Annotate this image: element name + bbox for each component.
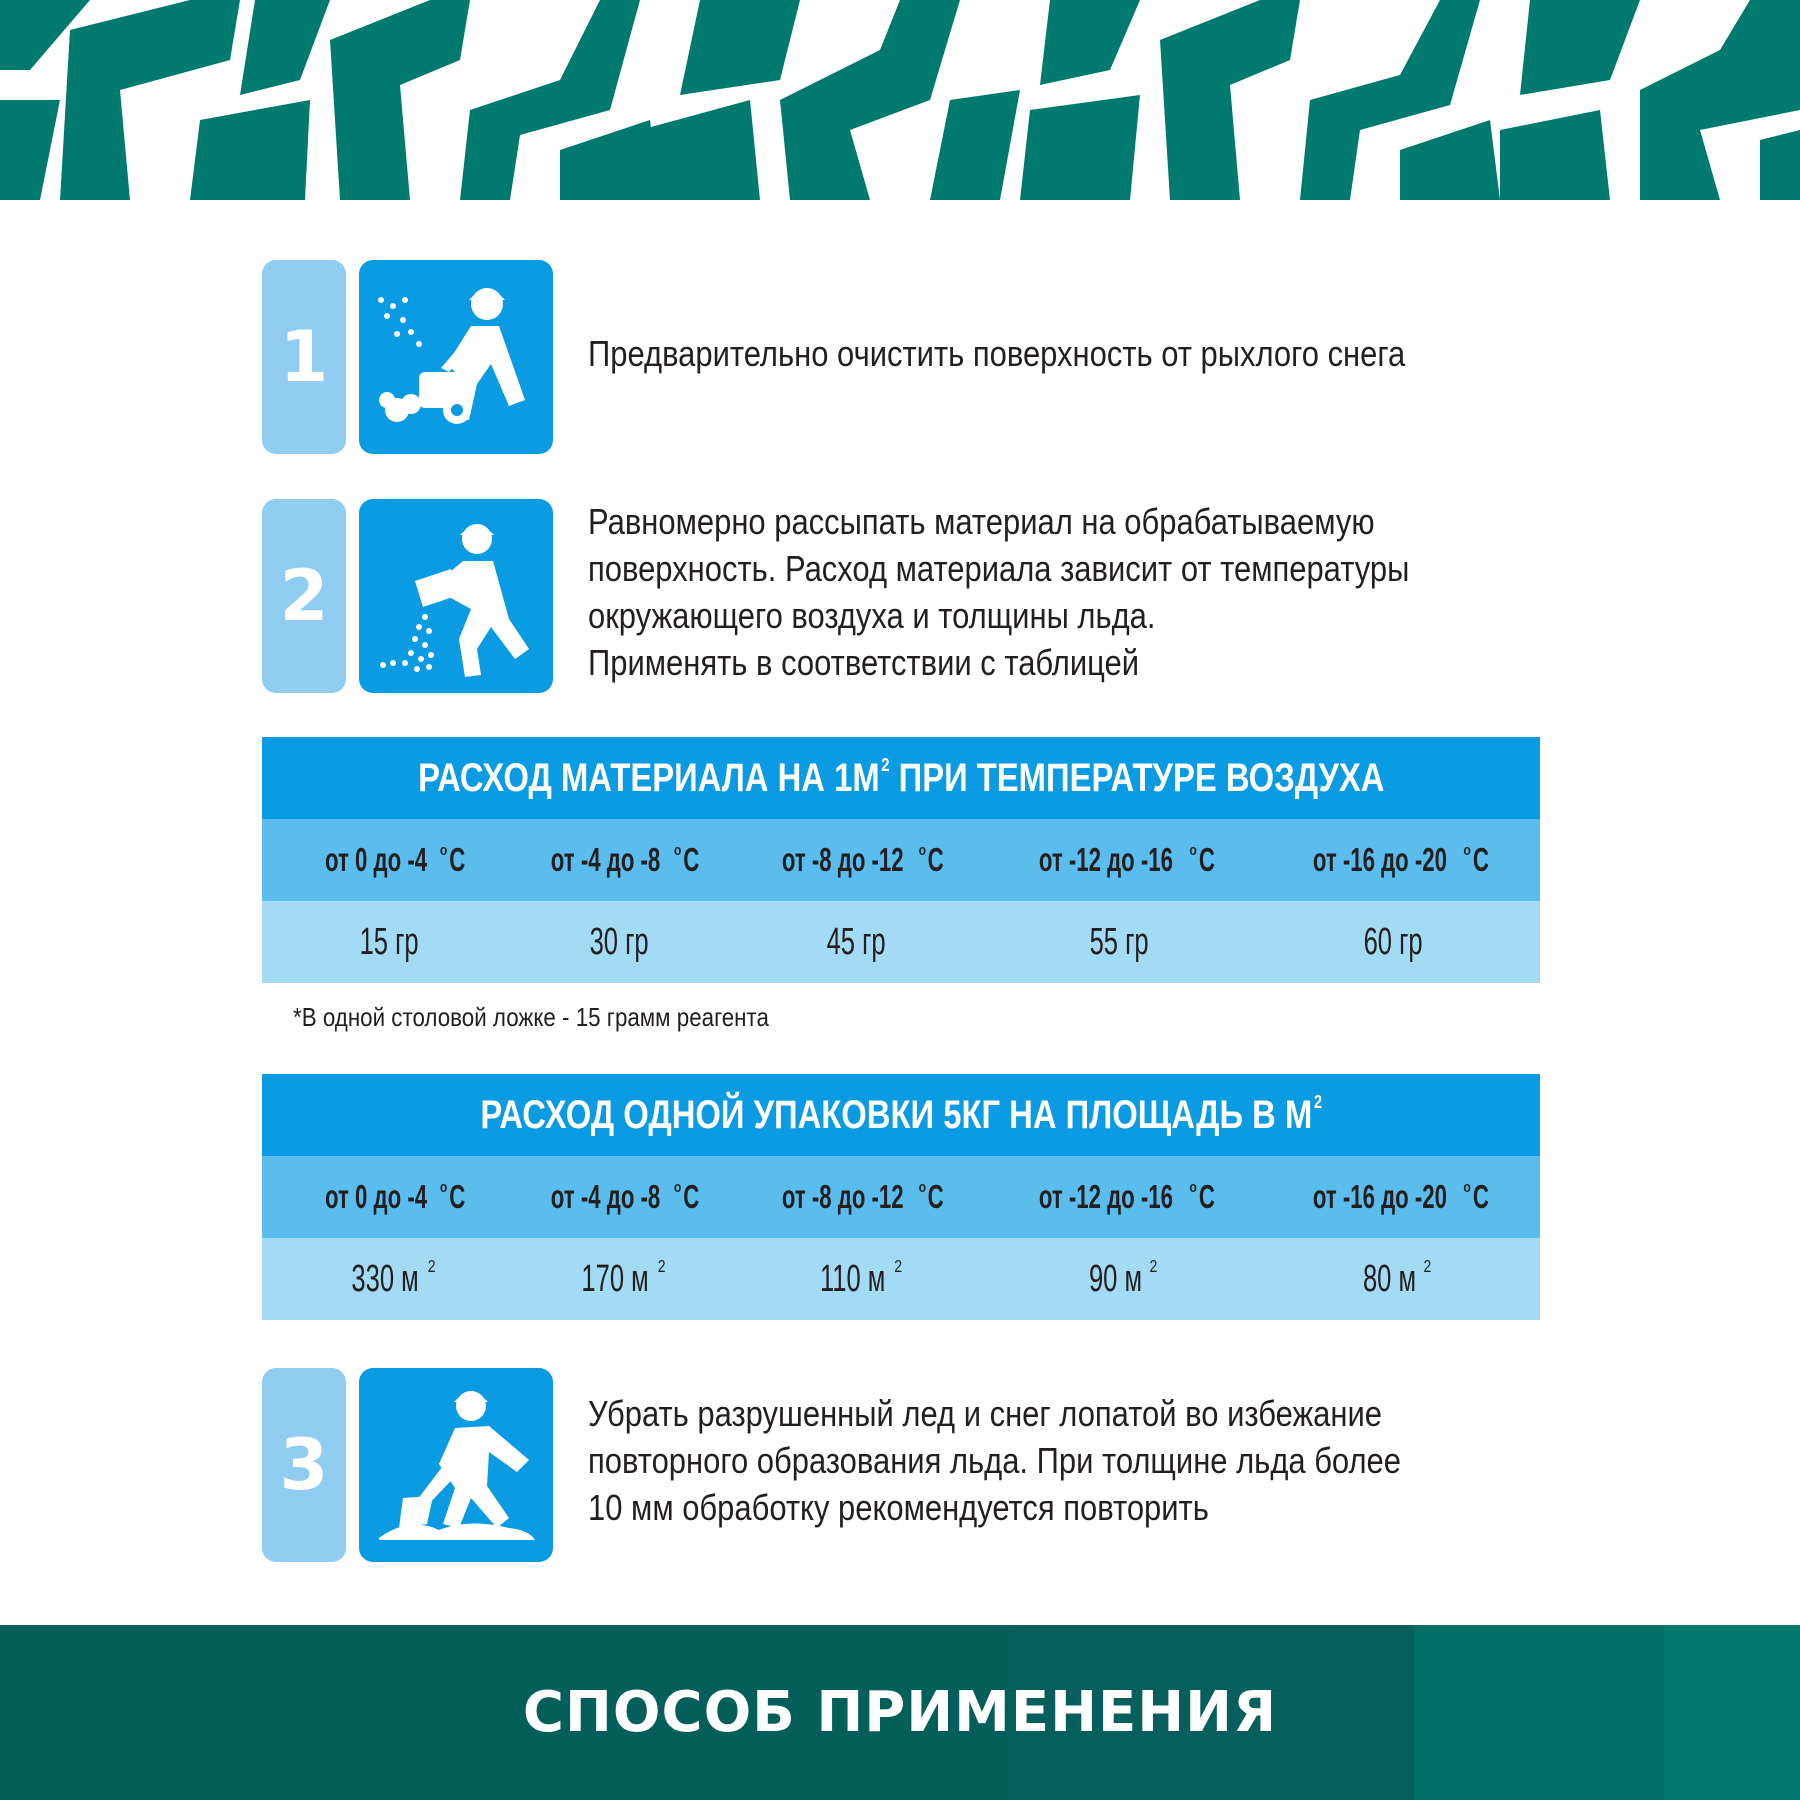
step-3-line: Убрать разрушенный лед и снег лопатой во избежание [588, 1393, 1383, 1434]
table-title-sup: 2 [881, 754, 890, 775]
table-title-text: РАСХОД МАТЕРИАЛА НА 1М [417, 755, 880, 800]
temperature-column-header: от -12 до -16 $^о$С [1038, 841, 1215, 878]
step-3-text [588, 1390, 1448, 1531]
step-2-number: 2 [262, 499, 346, 693]
footer-banner [0, 1625, 1800, 1800]
step-3-number: 3 [262, 1368, 346, 1562]
footer-title: СПОСОБ ПРИМЕНЕНИЯ [522, 1680, 1278, 1745]
temperature-column-header: от -4 до -8 $^о$С [550, 1178, 700, 1215]
temperature-column-header: от -8 до -12 $^о$С [781, 1178, 944, 1215]
consumption-value: 55 гр [1089, 920, 1149, 963]
tire-tread-pattern [0, 0, 1800, 200]
consumption-value: 30 гр [589, 920, 649, 963]
temperature-column-header: от 0 до -4 $^о$С [324, 841, 465, 878]
table-title-rest: ПРИ ТЕМПЕРАТУРЕ ВОЗДУХА [889, 755, 1385, 800]
table-title [262, 737, 1540, 819]
snow-blower-worker-icon [359, 260, 553, 454]
coverage-value: 330 м $^2$ [351, 1256, 436, 1300]
shoveling-worker-icon [359, 1368, 553, 1562]
package-coverage-table [262, 1074, 1540, 1320]
step-1-text [588, 330, 1448, 377]
temperature-column-header: от -12 до -16 $^о$С [1038, 1178, 1215, 1215]
temperature-column-header: от -16 до -20 $^о$С [1312, 1178, 1489, 1215]
step-3-line: повторного образования льда. При толщине льда более [588, 1440, 1401, 1481]
step-2-text [588, 498, 1448, 686]
step-2-line: Применять в соответствии с таблицей [588, 642, 1140, 683]
temperature-header-row [262, 819, 1540, 901]
step-3-line: 10 мм обработку рекомендуется повторить [588, 1487, 1209, 1528]
step-3-icon [359, 1368, 553, 1562]
coverage-value: 110 м $^2$ [819, 1256, 902, 1300]
temperature-header-row [262, 1156, 1540, 1238]
coverage-value: 90 м $^2$ [1088, 1256, 1158, 1300]
step-1-number: 1 [262, 260, 346, 454]
table-title-text: РАСХОД ОДНОЙ УПАКОВКИ 5КГ НА ПЛОЩАДЬ В М [480, 1092, 1313, 1137]
table-title-sup: 2 [1313, 1091, 1322, 1112]
step-1-icon [359, 260, 553, 454]
consumption-value: 45 гр [826, 920, 886, 963]
step-2-line: Равномерно рассыпать материал на обрабатываемую [588, 501, 1375, 542]
consumption-value: 60 гр [1363, 920, 1423, 963]
consumption-per-m2-table [262, 737, 1540, 983]
temperature-column-header: от 0 до -4 $^о$С [324, 1178, 465, 1215]
step-2-line: окружающего воздуха и толщины льда. [588, 595, 1156, 636]
temperature-column-header: от -8 до -12 $^о$С [781, 841, 944, 878]
footnote: *В одной столовой ложке - 15 грамм реагента [293, 1002, 769, 1032]
spreading-material-worker-icon [359, 499, 553, 693]
step-2-icon [359, 499, 553, 693]
consumption-values-row [262, 901, 1540, 983]
coverage-value: 170 м $^2$ [581, 1256, 666, 1300]
temperature-column-header: от -16 до -20 $^о$С [1312, 841, 1489, 878]
coverage-values-row [262, 1238, 1540, 1320]
step-2-line: поверхность. Расход материала зависит от температуры [588, 548, 1410, 589]
step-1-line: Предварительно очистить поверхность от рыхлого снега [588, 333, 1406, 374]
consumption-value: 15 гр [359, 920, 419, 963]
coverage-value: 80 м $^2$ [1362, 1256, 1432, 1300]
temperature-column-header: от -4 до -8 $^о$С [550, 841, 700, 878]
table-title [262, 1074, 1540, 1156]
